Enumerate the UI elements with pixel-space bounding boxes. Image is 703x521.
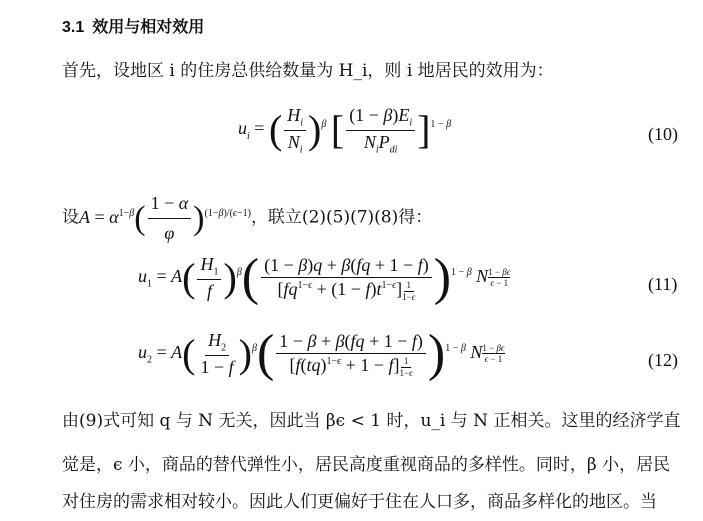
equation-11: $u_1 = A$( $\frac{H_1}{f}$ )$^\beta$( (1 − β)q + β(fq + 1 − f) $[fq^{1-\epsilon} + (1 - f)t^{1-\epsilon}]$ $\frac{1}{1-\epsilon}$ )$^{1 - \beta}$ N $\frac{1 - \beta\epsilon}{\epsilon - 1}$ <box>138 249 511 306</box>
body-line-1: 由(9)式可知 q 与 N 无关，因此当 βϵ < 1 时，u_i 与 N 正相关。这里的经济学直 <box>62 411 681 431</box>
body-line-2: 觉是，ϵ 小，商品的替代弹性小，居民高度重视商品的多样性。同时，β 小，居民 <box>62 455 671 475</box>
definition-line: 设$A = \alpha^{1-\beta}$( $\frac{1 - \alpha}{\varphi}$ )$^{(1-\beta)/(\epsilon-1)}$，联立(2)(5)(7)(8)得： <box>62 190 432 247</box>
section-heading <box>62 14 204 37</box>
equation-number-12: (12) <box>648 350 678 370</box>
definition-prefix: 设 <box>62 207 79 228</box>
equation-10: $u_i$ = ( $\frac{H_i}{N_i}$ )$^\beta$ [ $\frac{(1 - \beta)E_i}{N_iP_{di}}$ ]$^{1 - \beta}$ <box>238 105 452 156</box>
equation-number-10: (10) <box>648 124 678 144</box>
section-number: 3.1 <box>62 19 85 36</box>
intro-paragraph: 首先，设地区 i 的住房总供给数量为 H_i，则 i 地居民的效用为： <box>62 61 554 81</box>
body-line-3: 对住房的需求相对较小。因此人们更偏好于住在人口多，商品多样化的地区。当 <box>62 492 657 512</box>
equation-12: $u_2 = A$( $\frac{H_2}{1 - f}$ )$^\beta$( 1 − β + β(fq + 1 − f) [f(tq)$^{1-\epsilon}$ + 1 − f] $\frac{1}{1-\epsilon}$ )$^{1 - \beta}$ N $\frac{1 - \beta\epsilon}{\epsilon - 1}$ <box>138 325 505 382</box>
section-title: 效用与相对效用 <box>92 17 205 36</box>
definition-suffix: ，联立(2)(5)(7)(8)得： <box>250 207 433 228</box>
equation-number-11: (11) <box>648 274 678 294</box>
